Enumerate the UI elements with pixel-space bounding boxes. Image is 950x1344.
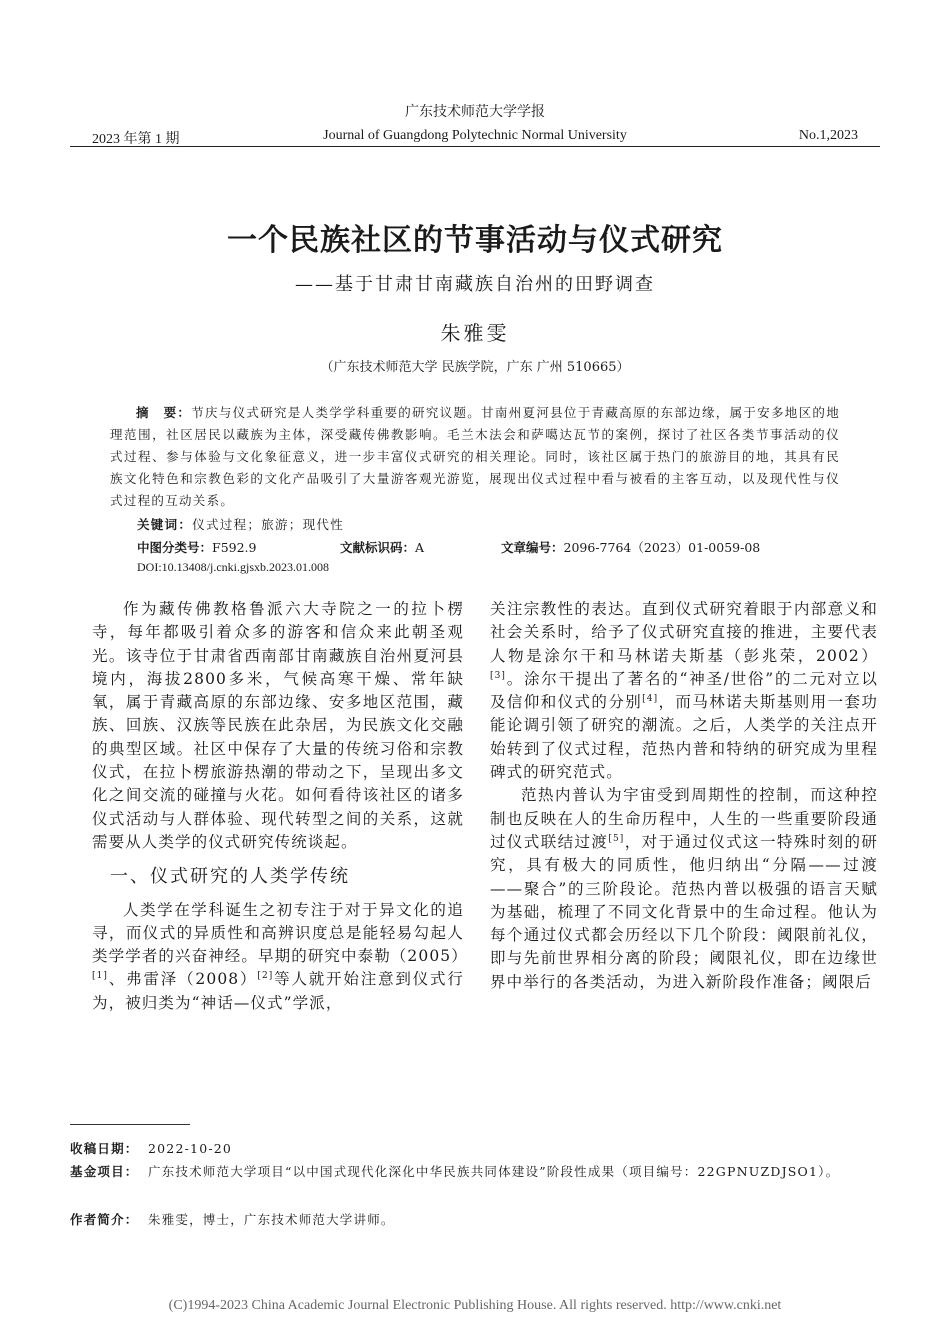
fund-label: 基金项目： [70,1164,139,1179]
clc-value: F592.9 [212,540,257,555]
author-affiliation: （广东技术师范大学 民族学院，广东 广州 510665） [320,360,630,375]
issue-en: No.1,2023 [798,128,858,143]
article-number-value: 2096-7764（2023）01-0059-08 [563,540,761,555]
article-number [501,538,760,556]
issue-cn: 2023 年第 1 期 [92,132,180,147]
citation-ref: [2] [257,971,274,982]
paragraph-text: 人类学在学科诞生之初专注于对于异文化的追寻，而仪式的异质性和高辨识度总是能轻易勾起人类学学者的兴奋神经。早期的研究中泰勒（2005） [92,900,468,966]
doc-code [340,538,424,556]
citation-ref: [1] [92,971,109,982]
keywords-text: 仪式过程；旅游；现代性 [192,517,345,532]
received-label: 收稿日期： [70,1141,139,1156]
article-title: 一个民族社区的节事活动与仪式研究 [227,223,723,258]
citation-ref: [3] [490,670,507,681]
body-paragraph: 作为藏传佛教格鲁派六大寺院之一的拉卜楞寺，每年都吸引着众多的游客和信众来此朝圣观光。该寺位于甘肃省西南部甘南藏族自治州夏河县境内，海拔2800多米，气候高寒干燥、常年缺氧，属于青藏高原的东部边缘、安多地区范围，藏族、回族、汉族等民族在此杂居，为民族文化交融的典型区域。社区中保存了大量的传统习俗和宗教仪式，在拉卜楞旅游热潮的带动之下，呈现出多文化之间交流的碰撞与火花。如何看待该社区的诸多仪式活动与人群体验、现代转型之间的关系，这就需要从人类学的仪式研究传统谈起。 [92,600,464,851]
keywords [137,515,344,533]
paragraph-text: ，而马林诺夫斯基则用一套功能论调引领了研究的潮流。之后，人类学的关注点开始转到了仪式过程，范热内普和特纳的研究成为里程碑式的研究范式。 [490,693,878,782]
paragraph-text: 关注宗教性的表达。直到仪式研究着眼于内部意义和社会关系时，给予了仪式研究直接的推进，主要代表人物是涂尔干和马林诺夫斯基（彭兆荣，2002） [490,600,878,665]
abstract-label: 摘 要： [136,405,192,420]
body-left-column [92,598,468,1015]
citation-ref: [5] [608,833,625,844]
footnote-fund [70,1161,882,1182]
clc-code [137,538,256,556]
doc-value: A [415,540,425,555]
section-heading: 一、仪式研究的人类学传统 [110,866,350,888]
doi: DOI:10.13408/j.cnki.gjsxb.2023.01.008 [137,560,329,574]
abstract-text: 节庆与仪式研究是人类学学科重要的研究议题。甘南州夏河县位于青藏高原的东部边缘，属于安多地区的地理范围，社区居民以藏族为主体，深受藏传佛教影响。毛兰木法会和萨噶达瓦节的案例，探讨了社区各类节事活动的仪式过程、参与体验与文化象征意义，进一步丰富仪式研究的相关理论。同时，该社区属于热门的旅游目的地，其具有民族文化特色和宗教色彩的文化产品吸引了大量游客观光游览，展现出仪式过程中看与被看的主客互动，以及现代性与仪式过程的互动关系。 [110,405,840,508]
doc-label: 文献标识码： [340,540,416,555]
journal-en: Journal of Guangdong Polytechnic Normal University [323,128,627,143]
copyright-notice: (C)1994-2023 China Academic Journal Electronic Publishing House. All rights reserved. http://www.cnki.net [168,1298,782,1313]
body-right-column [490,598,878,994]
footnote-author [70,1209,882,1230]
author-name: 朱雅雯 [440,321,510,345]
footnote-received [70,1138,882,1159]
author-bio-value: 朱雅雯，博士，广东技术师范大学讲师。 [148,1212,395,1227]
article-number-label: 文章编号： [501,540,564,555]
header-rule [70,146,880,147]
body-paragraph [490,598,878,784]
keywords-label: 关键词： [137,517,193,532]
paragraph-text: 范热内普认为宇宙受到周期性的控制，而这种控制也反映在人的生命历程中，人生的一些重要阶段通过仪式联结过渡 [490,786,878,851]
journal-name: 广东技术师范大学学报 [405,104,545,120]
received-value: 2022-10-20 [148,1141,233,1156]
author-bio-label: 作者简介： [70,1212,139,1227]
paragraph-text: 等人就开始注意到仪式行为，被归类为“神话—仪式”学派， [92,970,464,1012]
body-paragraph [490,784,878,994]
fund-value: 广东技术师范大学项目“以中国式现代化深化中华民族共同体建设”阶段性成果（项目编号：22GPNUZDJSO1）。 [148,1164,840,1179]
citation-ref: [4] [642,694,659,705]
paragraph-text: 、弗雷泽（2008） [108,970,258,989]
clc-label: 中图分类号： [137,540,213,555]
body-paragraph [92,899,468,1015]
abstract [110,402,840,512]
paragraph-text: ，对于通过仪式这一特殊时刻的研究，具有极大的同质性，他归纳出“分隔——过渡——聚合”的三阶段论。范热内普以极强的语言天赋为基础，梳理了不同文化背景中的生命过程。他认为每个通过仪式都会历经以下几个阶段：阈限前礼仪，即与先前世界相分离的阶段；阈限礼仪，即在边缘世界中举行的各类活动，为进入新阶段作准备；阈限后 [490,832,878,991]
footnote-rule [70,1124,190,1125]
article-subtitle: ——基于甘肃甘南藏族自治州的田野调查 [295,274,655,295]
paragraph-text: 。涂尔干提出了著名的“神圣/世俗”的二元对立以及信仰和仪式的分别 [490,669,878,712]
